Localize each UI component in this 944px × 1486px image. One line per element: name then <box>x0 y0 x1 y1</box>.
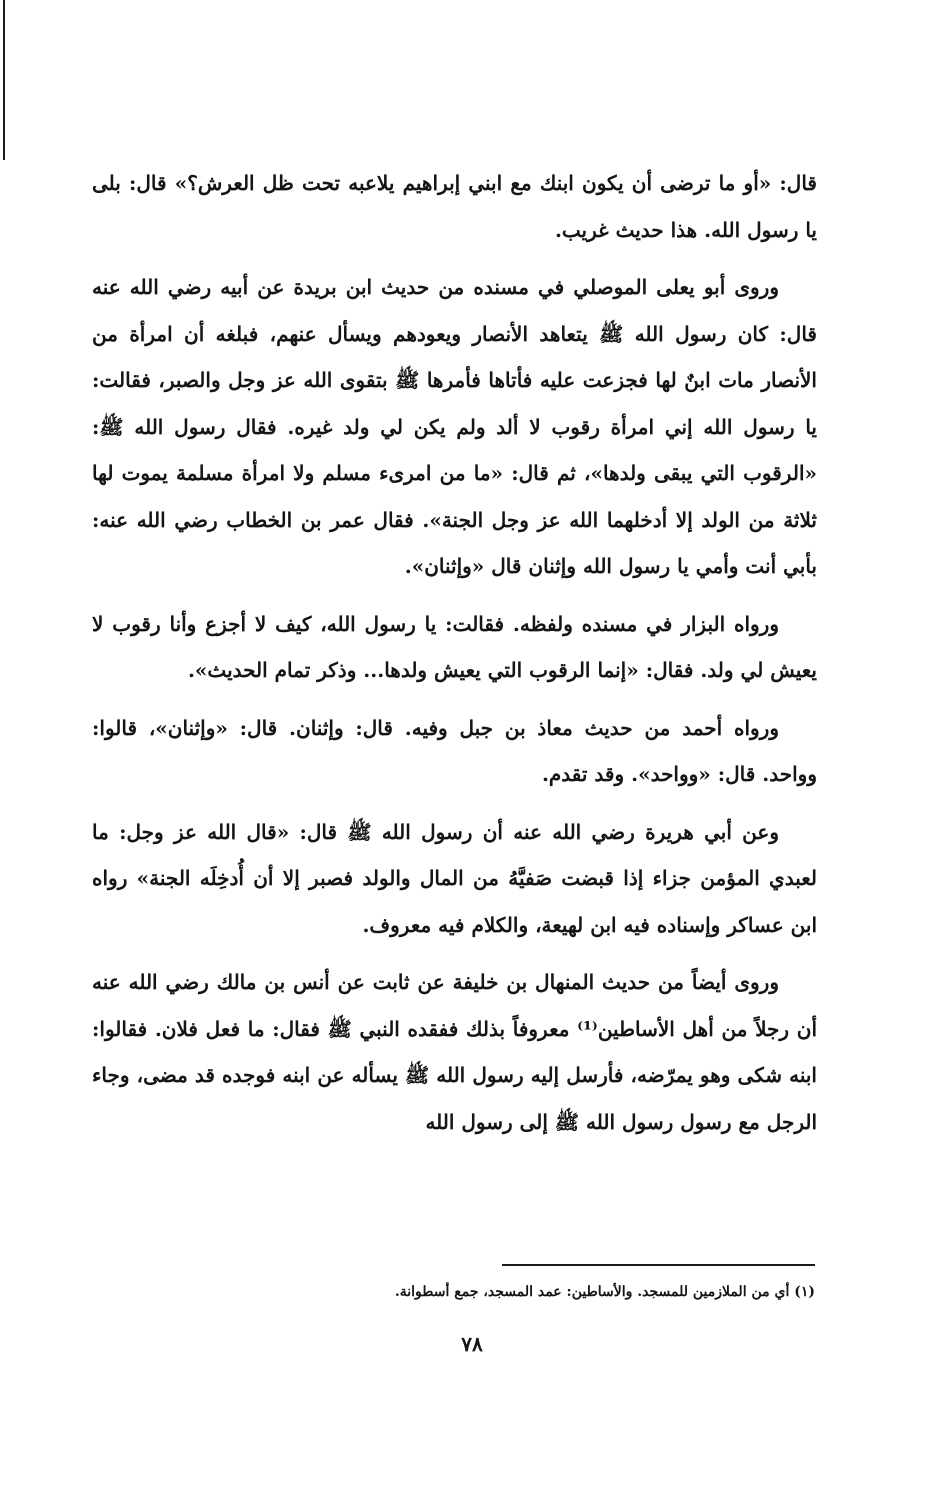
binding-edge-line <box>3 0 5 160</box>
page-number: ٧٨ <box>461 1332 483 1356</box>
paragraph-3: ورواه البزار في مسنده ولفظه. فقالت: يا رسول الله، كيف لا أجزع وأنا رقوب لا يعيش لي ولد. فقال: «إنما الرقوب التي يعيش ولدها... وذكر تمام الحديث». <box>92 611 817 682</box>
page-body <box>92 160 817 1145</box>
footnote-separator <box>502 1264 815 1266</box>
paragraph-5: وعن أبي هريرة رضي الله عنه أن رسول الله ﷺ قال: «قال الله عز وجل: ما لعبدي المؤمن جزاء إذا قبضت صَفيَّهُ من المال والولد فصبر إلا أن أُدخِلَه الجنة» رواه ابن عساكر وإسناده فيه ابن لهيعة، والكلام فيه معروف. <box>92 819 817 937</box>
paragraph-2: وروى أبو يعلى الموصلي في مسنده من حديث ابن بريدة عن أبيه رضي الله عنه قال: كان رسول الله ﷺ يتعاهد الأنصار ويعودهم ويسأل عنهم، فبلغه أن امرأة من الأنصار مات ابنٌ لها فجزعت عليه فأتاها فأمرها ﷺ بتقوى الله عز وجل والصبر، فقالت: يا رسول الله إني امرأة رقوب لا ألد ولم يكن لي ولد غيره. فقال رسول الله ﷺ: «الرقوب التي يبقى ولدها»، ثم قال: «ما من امرىء مسلم ولا امرأة مسلمة يموت لها ثلاثة من الولد إلا أدخلهما الله عز وجل الجنة». فقال عمر بن الخطاب رضي الله عنه: بأبي أنت وأمي يا رسول الله وإثنان قال «وإثنان». <box>92 275 817 578</box>
footnote: (١) أي من الملازمين للمسجد. والأساطين: عمد المسجد، جمع أسطوانة. <box>394 1284 815 1300</box>
paragraph-1: قال: «أو ما ترضى أن يكون ابنك مع ابني إبراهيم يلاعبه تحت ظل العرش؟» قال: بلى يا رسول الله. هذا حديث غريب. <box>92 171 817 242</box>
paragraph-4: ورواه أحمد من حديث معاذ بن جبل وفيه. قال: وإثنان. قال: «وإثنان»، قالوا: وواحد. قال: «وواحد». وقد تقدم. <box>92 715 817 786</box>
paragraph-6: وروى أيضاً من حديث المنهال بن خليفة عن ثابت عن أنس بن مالك رضي الله عنه أن رجلاً من أهل الأساطين⁽¹⁾ معروفاً بذلك ففقده النبي ﷺ فقال: ما فعل فلان. فقالوا: ابنه شكى وهو يمرّضه، فأرسل إليه رسول الله ﷺ يسأله عن ابنه فوجده قد مضى، وجاء الرجل مع رسول رسول الله ﷺ إلى رسول الله <box>92 970 817 1134</box>
